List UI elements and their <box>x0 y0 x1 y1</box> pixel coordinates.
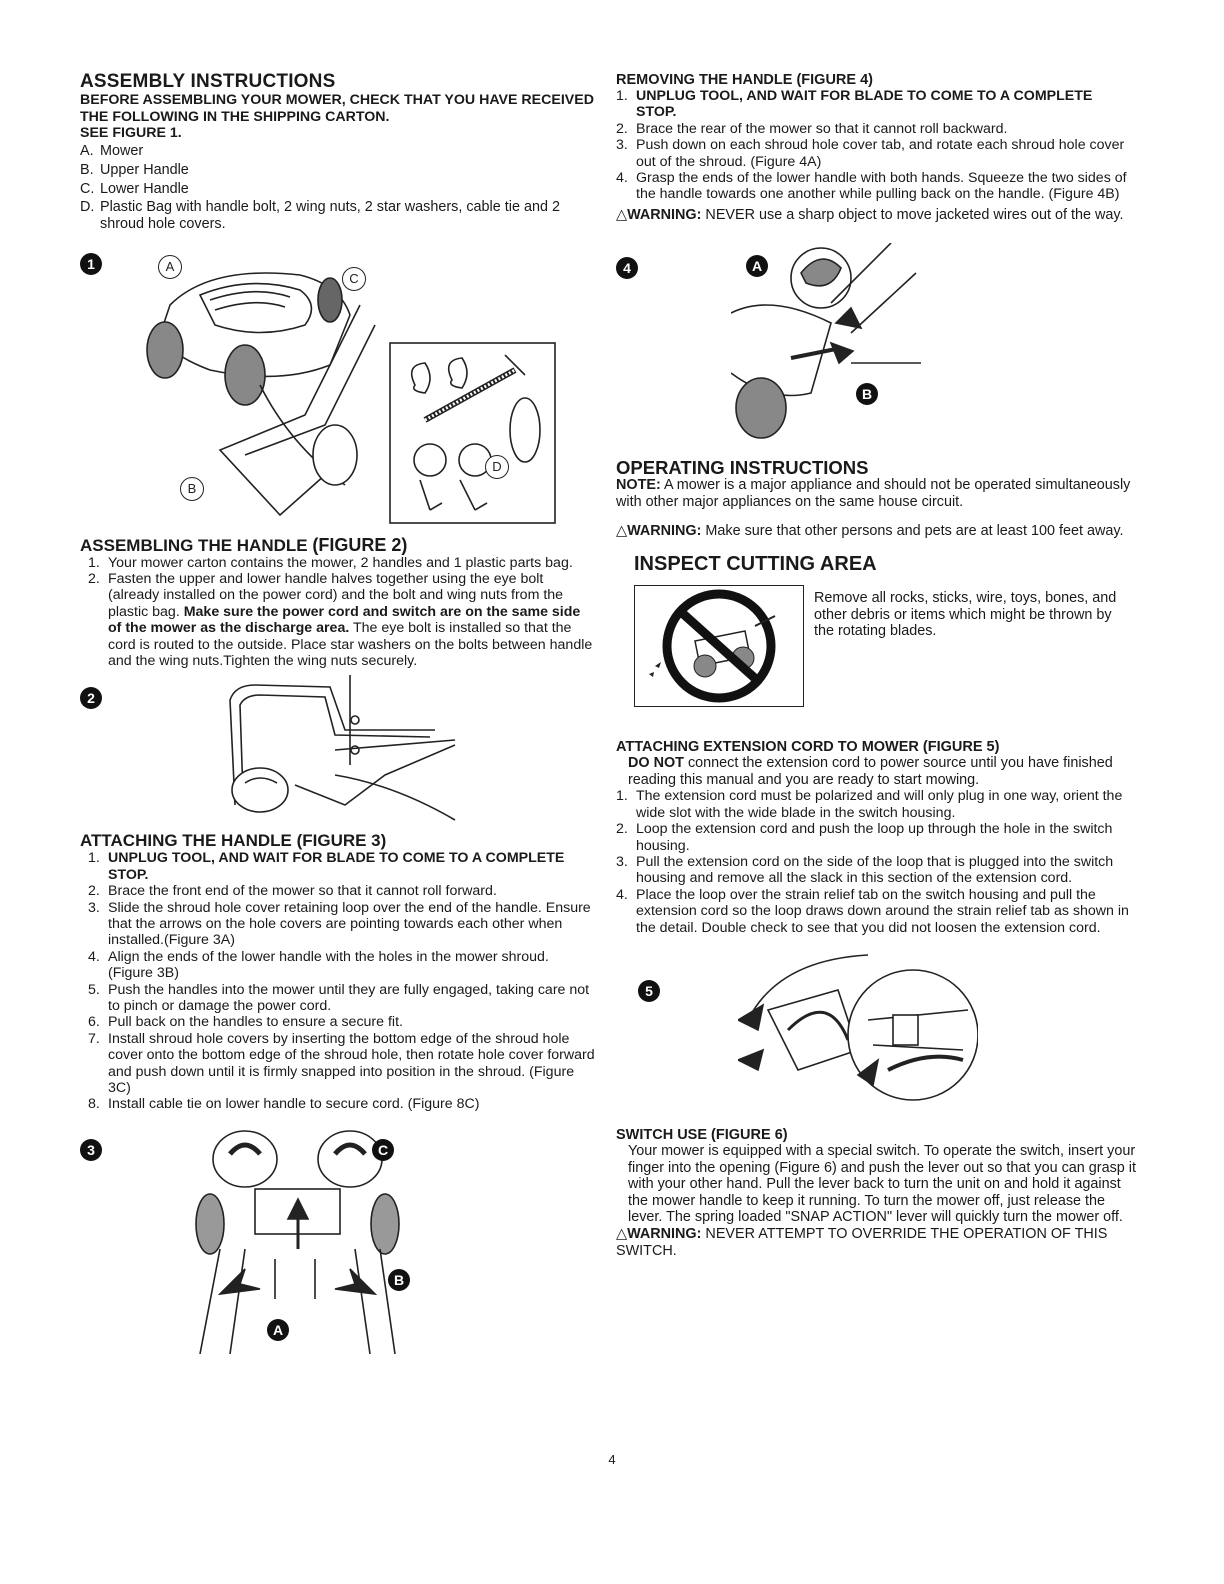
removing-handle-steps <box>616 88 1136 203</box>
inspect-block <box>616 585 1136 715</box>
right-column <box>616 72 1136 1259</box>
attaching-handle-steps <box>88 850 595 1113</box>
list-item: 3. Push down on each shroud hole cover tab, and rotate each shroud hole cover out of the shroud. (Figure 4A) <box>616 137 1125 170</box>
callout-a: A <box>158 255 182 279</box>
figure-number-badge: 3 <box>80 1139 102 1161</box>
switch-use-title: SWITCH USE (FIGURE 6) <box>616 1127 788 1144</box>
warning-triangle-icon: △ <box>616 522 628 539</box>
list-item: 3. Slide the shroud hole cover retaining loop over the end of the handle. Ensure that the arrows on the hole covers are pointing towards each other when installed.(Figure 3A) <box>88 899 591 949</box>
list-item: A. Mower <box>80 142 144 159</box>
figure-1 <box>80 245 595 530</box>
list-item: 6. Pull back on the handles to ensure a secure fit. <box>88 1014 403 1031</box>
left-column <box>80 72 595 1354</box>
list-item: 2. Fasten the upper and lower handle halves together using the eye bolt (already installed on the power cord) and the bolt and wing nuts from the plastic bag. Make sure the power cord and switch are on the same side of the mower as the discharge area. The eye bolt is installed so that the cord is routed to the outside. Place star washers on the bolts between handle and the wing nuts.Tighten the wing nuts securely. <box>88 570 593 669</box>
no-debris-picture <box>634 585 804 707</box>
assembly-intro: BEFORE ASSEMBLING YOUR MOWER, CHECK THAT YOU HAVE RECEIVED THE FOLLOWING IN THE SHIPPING CARTON. <box>80 92 594 125</box>
warning-triangle-icon: △ <box>616 206 628 223</box>
removing-warning: △WARNING: NEVER use a sharp object to move jacketed wires out of the way. <box>616 206 1124 223</box>
list-item: 1. Your mower carton contains the mower, 2 handles and 1 plastic parts bag. <box>88 554 573 571</box>
inspect-title: INSPECT CUTTING AREA <box>634 553 877 576</box>
list-item: 4. Grasp the ends of the lower handle with both hands. Squeeze the two sides of the handle towards one another while pulling back on the handle. (Figure 4B) <box>616 170 1127 203</box>
list-item: 1. UNPLUG TOOL, AND WAIT FOR BLADE TO COME TO A COMPLETE STOP. <box>616 88 1093 121</box>
list-item: 7. Install shroud hole covers by inserting the bottom edge of the shroud hole cover onto the bottom edge of the shroud hole, then rotate hole cover forward and push down until it is firmly snapped into position in the shroud. (Figure 3C) <box>88 1030 595 1097</box>
figure-number-badge: 5 <box>638 980 660 1002</box>
assembling-handle-title: ASSEMBLING THE HANDLE (FIGURE 2) <box>80 534 408 555</box>
prohibition-icon <box>635 586 803 706</box>
see-figure-1: SEE FIGURE 1. <box>80 125 182 141</box>
warning-triangle-icon: △ <box>616 1226 628 1243</box>
removing-handle-title: REMOVING THE HANDLE (FIGURE 4) <box>616 72 873 88</box>
figure-4 <box>616 243 1136 448</box>
list-item: 5. Push the handles into the mower until they are fully engaged, taking care not to pinch or damage the power cord. <box>88 981 590 1014</box>
operating-title: OPERATING INSTRUCTIONS <box>616 457 869 479</box>
switch-use-text: Your mower is equipped with a special switch. To operate the switch, insert your finger into the opening (Figure 6) and push the lever out so that you can grasp it with your other hand. Pull the lever back to turn the unit on and hold it against the mower handle to keep it running. To turn the mower off, just release the lever. The spring loaded "SNAP ACTION" lever will quickly turn the mower off. <box>628 1143 1136 1226</box>
callout-b: B <box>388 1269 410 1291</box>
extension-cord-illustration <box>738 950 978 1110</box>
figure-3 <box>80 1119 595 1354</box>
list-item: B. Upper Handle <box>80 161 189 178</box>
figure-number-badge: 2 <box>80 687 102 709</box>
page-number: 4 <box>608 1452 616 1467</box>
callout-a: A <box>267 1319 289 1341</box>
assembling-handle-steps <box>88 555 595 670</box>
list-item: 4. Align the ends of the lower handle with the holes in the mower shroud. (Figure 3B) <box>88 948 549 982</box>
inspect-text: Remove all rocks, sticks, wire, toys, bones, and other debris or items which might be thrown by the rotating blades. <box>814 590 1117 640</box>
assembly-title: ASSEMBLY INSTRUCTIONS <box>80 71 336 92</box>
extension-cord-steps <box>616 788 1136 936</box>
list-item: 1. UNPLUG TOOL, AND WAIT FOR BLADE TO COME TO A COMPLETE STOP. <box>88 850 565 883</box>
figure-number-badge: 4 <box>616 257 638 279</box>
list-item: 2. Loop the extension cord and push the loop up through the hole in the switch housing. <box>616 821 1113 854</box>
callout-d: D <box>485 455 509 479</box>
list-item: 2. Brace the rear of the mower so that it cannot roll backward. <box>616 120 1008 137</box>
extension-cord-intro: DO NOT connect the extension cord to power source until you have finished reading this manual and you are ready to start mowing. <box>628 755 1113 788</box>
figure-number-badge: 1 <box>80 253 102 275</box>
list-item: 3. Pull the extension cord on the side of the loop that is plugged into the switch housing and remove all the slack in this section of the extension cord. <box>616 854 1114 887</box>
operating-note: NOTE: A mower is a major appliance and should not be operated simultaneously with other major appliances on the same house circuit. <box>616 477 1131 511</box>
list-item: 1. The extension cord must be polarized and will only plug in one way, orient the wide slot with the wide blade in the switch housing. <box>616 788 1123 821</box>
extension-cord-title: ATTACHING EXTENSION CORD TO MOWER (FIGURE 5) <box>616 739 1000 756</box>
figure-5 <box>616 950 1136 1115</box>
callout-b: B <box>856 383 878 405</box>
list-item: 8. Install cable tie on lower handle to secure cord. (Figure 8C) <box>88 1096 480 1113</box>
attaching-handle-title: ATTACHING THE HANDLE (FIGURE 3) <box>80 831 387 851</box>
list-item: 2. Brace the front end of the mower so that it cannot roll forward. <box>88 883 497 900</box>
carton-contents-list <box>80 142 595 233</box>
switch-use-warning: △WARNING: NEVER ATTEMPT TO OVERRIDE THE OPERATION OF THIS SWITCH. <box>616 1226 1108 1259</box>
figure-2 <box>80 675 595 825</box>
handle-assembly-illustration <box>215 675 515 825</box>
callout-c: C <box>372 1139 394 1161</box>
operating-warning: △WARNING: Make sure that other persons and pets are at least 100 feet away. <box>616 522 1124 539</box>
callout-c: C <box>342 267 366 291</box>
list-item: C. Lower Handle <box>80 180 189 197</box>
callout-a: A <box>746 255 768 277</box>
callout-b: B <box>180 477 204 501</box>
list-item: 4. Place the loop over the strain relief tab on the switch housing and pull the extension cord so the loop draws down around the strain relief tab as shown in the detail. Double check to see that you did not loosen the extension cord. <box>616 886 1129 936</box>
list-item: D. Plastic Bag with handle bolt, 2 wing nuts, 2 star washers, cable tie and 2 shroud hole covers. <box>80 198 560 232</box>
